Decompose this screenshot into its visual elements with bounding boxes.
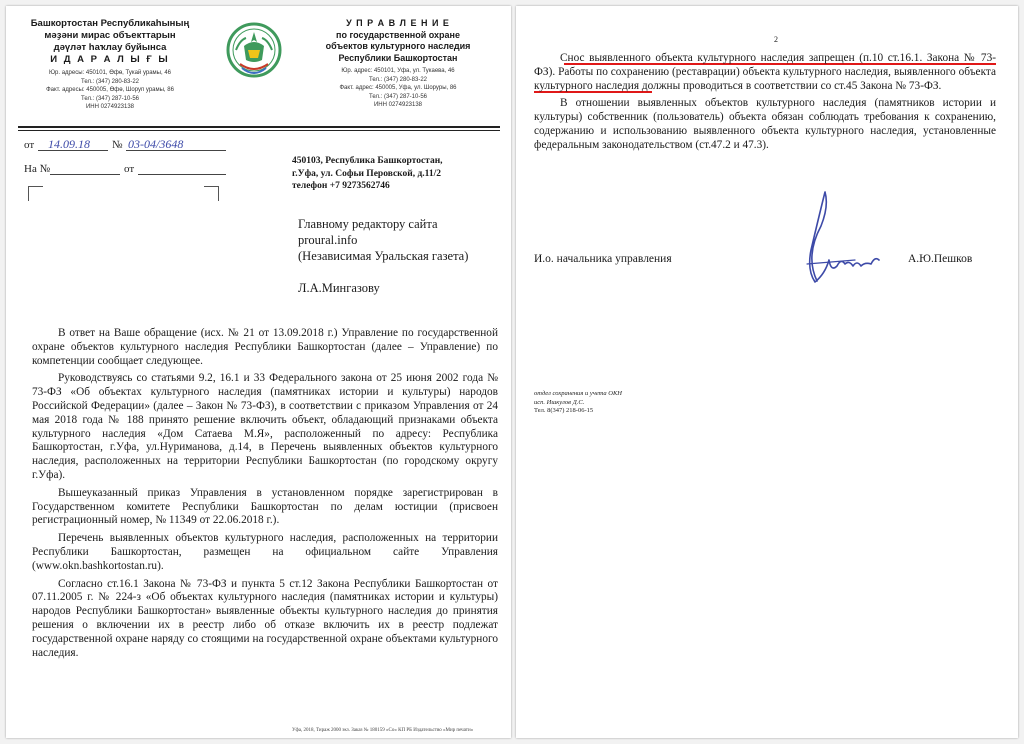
header-left-phone: Тел.: (347) 280-83-22 [81,78,139,85]
on-number-label: На № [24,163,51,175]
executor-phone: Тел. 8(347) 218-06-15 [534,407,594,414]
corner-bracket-right [204,186,219,201]
address-line3: телефон +7 9273562746 [292,181,390,191]
header-right-inn: ИНН 0274923138 [373,102,422,108]
of-label: от [124,163,135,175]
header-left-line3: дәүләт һаҡлау буйынса [53,42,167,53]
bashkortostan-emblem-icon [226,20,282,82]
header-right-line1: У П Р А В Л Е Н И Е [346,18,450,28]
address-line1: 450103, Республика Башкортостан, [292,156,443,166]
header-left-line2: мәҙәни мирас объекттарын [44,30,176,41]
letter-body [32,327,498,664]
header-right [298,18,498,110]
signatory-title: И.о. начальника управления [534,253,672,265]
body-paragraph: В отношении выявленных объектов культурного наследия (памятников истории и культуры) собственник (пользователь) объекта обязан соблюдать требования к сохранению, содержанию и использованию выявленного объекта культурного наследия, установленные федеральным законодательством (ст.47.2 и 47.3). [534,97,996,151]
recipient-line3: (Независимая Уральская газета) [298,249,469,263]
from-label: от [24,139,35,151]
header-right-line2: по государственной охране [336,29,460,40]
body-paragraph: Снос выявленного объекта культурного наследия запрещен (п.10 ст.16.1. Закона № 73-ФЗ). Работы по сохранению (реставрации) объекта культурного наследия, выявленного объекта культурного наследия должны проводиться в соответствии со ст.45 Закона № 73-ФЗ. [534,52,996,92]
header-left-fact-address: Факт. адресы: 450005, Өфө, Шоруп урамы, 86 [46,87,174,93]
header-right-line4: Республики Башкортостан [338,52,458,63]
body-paragraph: Вышеуказанный приказ Управления в установленном порядке зарегистрирован в Государственном комитете Республики Башкортостан по делам юстиции (присвоен регистрационный номер, № 11349 от 22.06.2018 г.). [32,486,498,527]
recipient-line1: Главному редактору сайта [298,217,438,231]
executor-name: исп. Ишкулов Д.С. [534,398,585,406]
page2-body [534,52,996,157]
executor-block [534,390,622,416]
header-right-fact-address: Факт. адрес: 450005, Уфа, ул. Шоруры, 86 [339,85,457,91]
number-label: № [112,139,123,151]
header-right-fax: Тел.: (347) 287-10-56 [369,93,427,100]
corner-bracket-left [28,186,43,201]
executor-dept: отдел сохранения и учета ОКН [534,390,622,397]
print-footer: Уфа, 2018, Тираж 2000 экз. Заказ № 180159 «Со» КП РБ Издательство «Мир печати» [292,728,474,733]
date-value: 14.09.18 [48,137,90,151]
header-divider-thin [18,130,500,131]
body-paragraph: Руководствуясь со статьями 9.2, 16.1 и 33 Федерального закона от 25 июня 2002 года № 73-ФЗ «Об объектах культурного наследия (памятниках истории и культуры) народов Российской Федерации» (далее – Закон № 73-ФЗ), в соответствии с приказом Управления от 24 мая 2018 года № 188 принято решение включить объект, обладающий признаками объекта культурного наследия «Дом Сатаева М.Я», расположенный по адресу: Республика Башкортостан, г.Уфа, ул.Нуриманова, д.14, в Перечень выявленных объектов культурного наследия, расположенных на территории Республики Башкортостан (по городскому округу г.Уфа). [32,372,498,481]
header-left-line1: Башкортостан Республикаһының [30,18,190,29]
header-left-inn: ИНН 0274923138 [85,104,134,110]
recipient-name: Л.А.Мингазову [298,281,380,295]
body-paragraph: Перечень выявленных объектов культурного наследия, расположенных на территории Республики Башкортостан, размещен на официальном сайте Управления (www.okn.bashkortostan.ru). [32,532,498,572]
body-paragraph: Согласно ст.16.1 Закона № 73-ФЗ и пункта 5 ст.12 Закона Республики Башкортостан от 07.11.2005 г. № 224-з «Об объектах культурного наследия (памятниках истории и культуры) народов Республики Башкортостан» выявленные объекты культурного наследия до принятия решения о включении их в реестр либо об отказе включить их в реестр подлежат государственной охране наряду со стоящими на государственной охране объектами культурного наследия. [32,577,498,659]
address-block [292,155,502,193]
of-underline [138,174,226,175]
number-value: 03-04/3648 [128,137,184,151]
header-right-phone: Тел.: (347) 280-83-22 [369,76,427,83]
letter-page-2 [516,6,1018,738]
header-right-line3: объектов культурного наследия [325,41,471,51]
recipient-block [298,216,503,296]
header-left [14,18,206,112]
header-right-address: Юр. адрес: 450101, Уфа, ул. Тукаева, 46 [341,68,455,74]
header-divider-thick [18,126,500,128]
header-left-address: Юр. адресы: 450101, Өфө, Тукай урамы, 46 [48,70,171,76]
page-number: 2 [774,35,778,44]
on-number-underline [50,174,120,175]
letter-page-1 [6,6,511,738]
header-left-fax: Тел.: (347) 287-10-56 [81,95,139,102]
body-paragraph: В ответ на Ваше обращение (исх. № 21 от 13.09.2018 г.) Управление по государственной охране объектов культурного наследия Республики Башкортостан (далее – Управление) по компетенции сообщает следующее. [32,327,498,367]
recipient-line2: proural.info [298,233,358,247]
handwritten-signature-icon [795,186,885,296]
address-line2: г.Уфа, ул. Софьи Перовской, д.11/2 [292,168,442,179]
header-left-line4: И Д А Р А Л Ы Ғ Ы [50,54,170,65]
signatory-name: А.Ю.Пешков [908,253,973,265]
